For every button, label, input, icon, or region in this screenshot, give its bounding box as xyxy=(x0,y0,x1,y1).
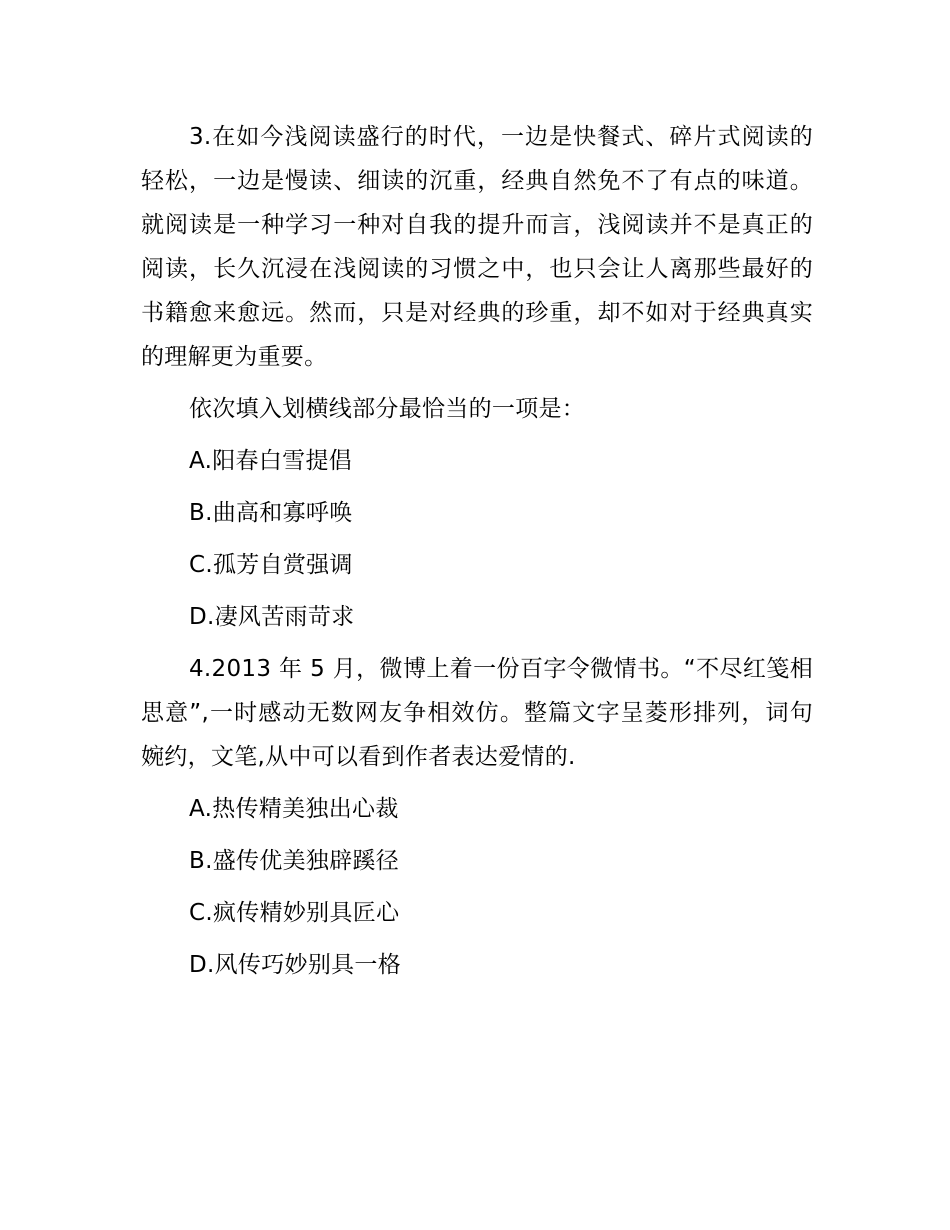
question-4-option-c: C.疯传精妙别具匠心 xyxy=(189,900,400,926)
question-3-option-a: A.阳春白雪提倡 xyxy=(189,448,353,474)
question-3-stem: 3.在如今浅阅读盛行的时代，一边是快餐式、碎片式阅读的轻松，一边是慢读、细读的沉重，经典自然免不了有点的味道。就阅读是一种学习一种对自我的提升而言，浅阅读并不是真正的阅读，长久沉浸在浅阅读的习惯之中，也只会让人离那些最好的书籍愈来愈远。然而，只是对经典的珍重，却不如对于经典真实的理解更为重要。 xyxy=(141,124,813,370)
question-4-option-d: D.风传巧妙别具一格 xyxy=(189,952,402,978)
question-3-option-b: B.曲高和寡呼唤 xyxy=(189,500,353,526)
question-4-option-b: B.盛传优美独辟蹊径 xyxy=(189,848,400,874)
question-3-option-c: C.孤芳自赏强调 xyxy=(189,552,353,578)
question-3-prompt: 依次填入划横线部分最恰当的一项是： xyxy=(189,396,586,422)
question-4-stem: 4.2013 年 5 月，微博上着一份百字令微情书。“不尽红笺相思意”,一时感动无数网友争相效仿。整篇文字呈菱形排列，词句婉约，文笔,从中可以看到作者表达爱情的. xyxy=(141,656,813,770)
document-page xyxy=(141,115,813,987)
question-3-option-d: D.凄风苦雨苛求 xyxy=(189,604,355,630)
question-4-option-a: A.热传精美独出心裁 xyxy=(189,796,399,822)
